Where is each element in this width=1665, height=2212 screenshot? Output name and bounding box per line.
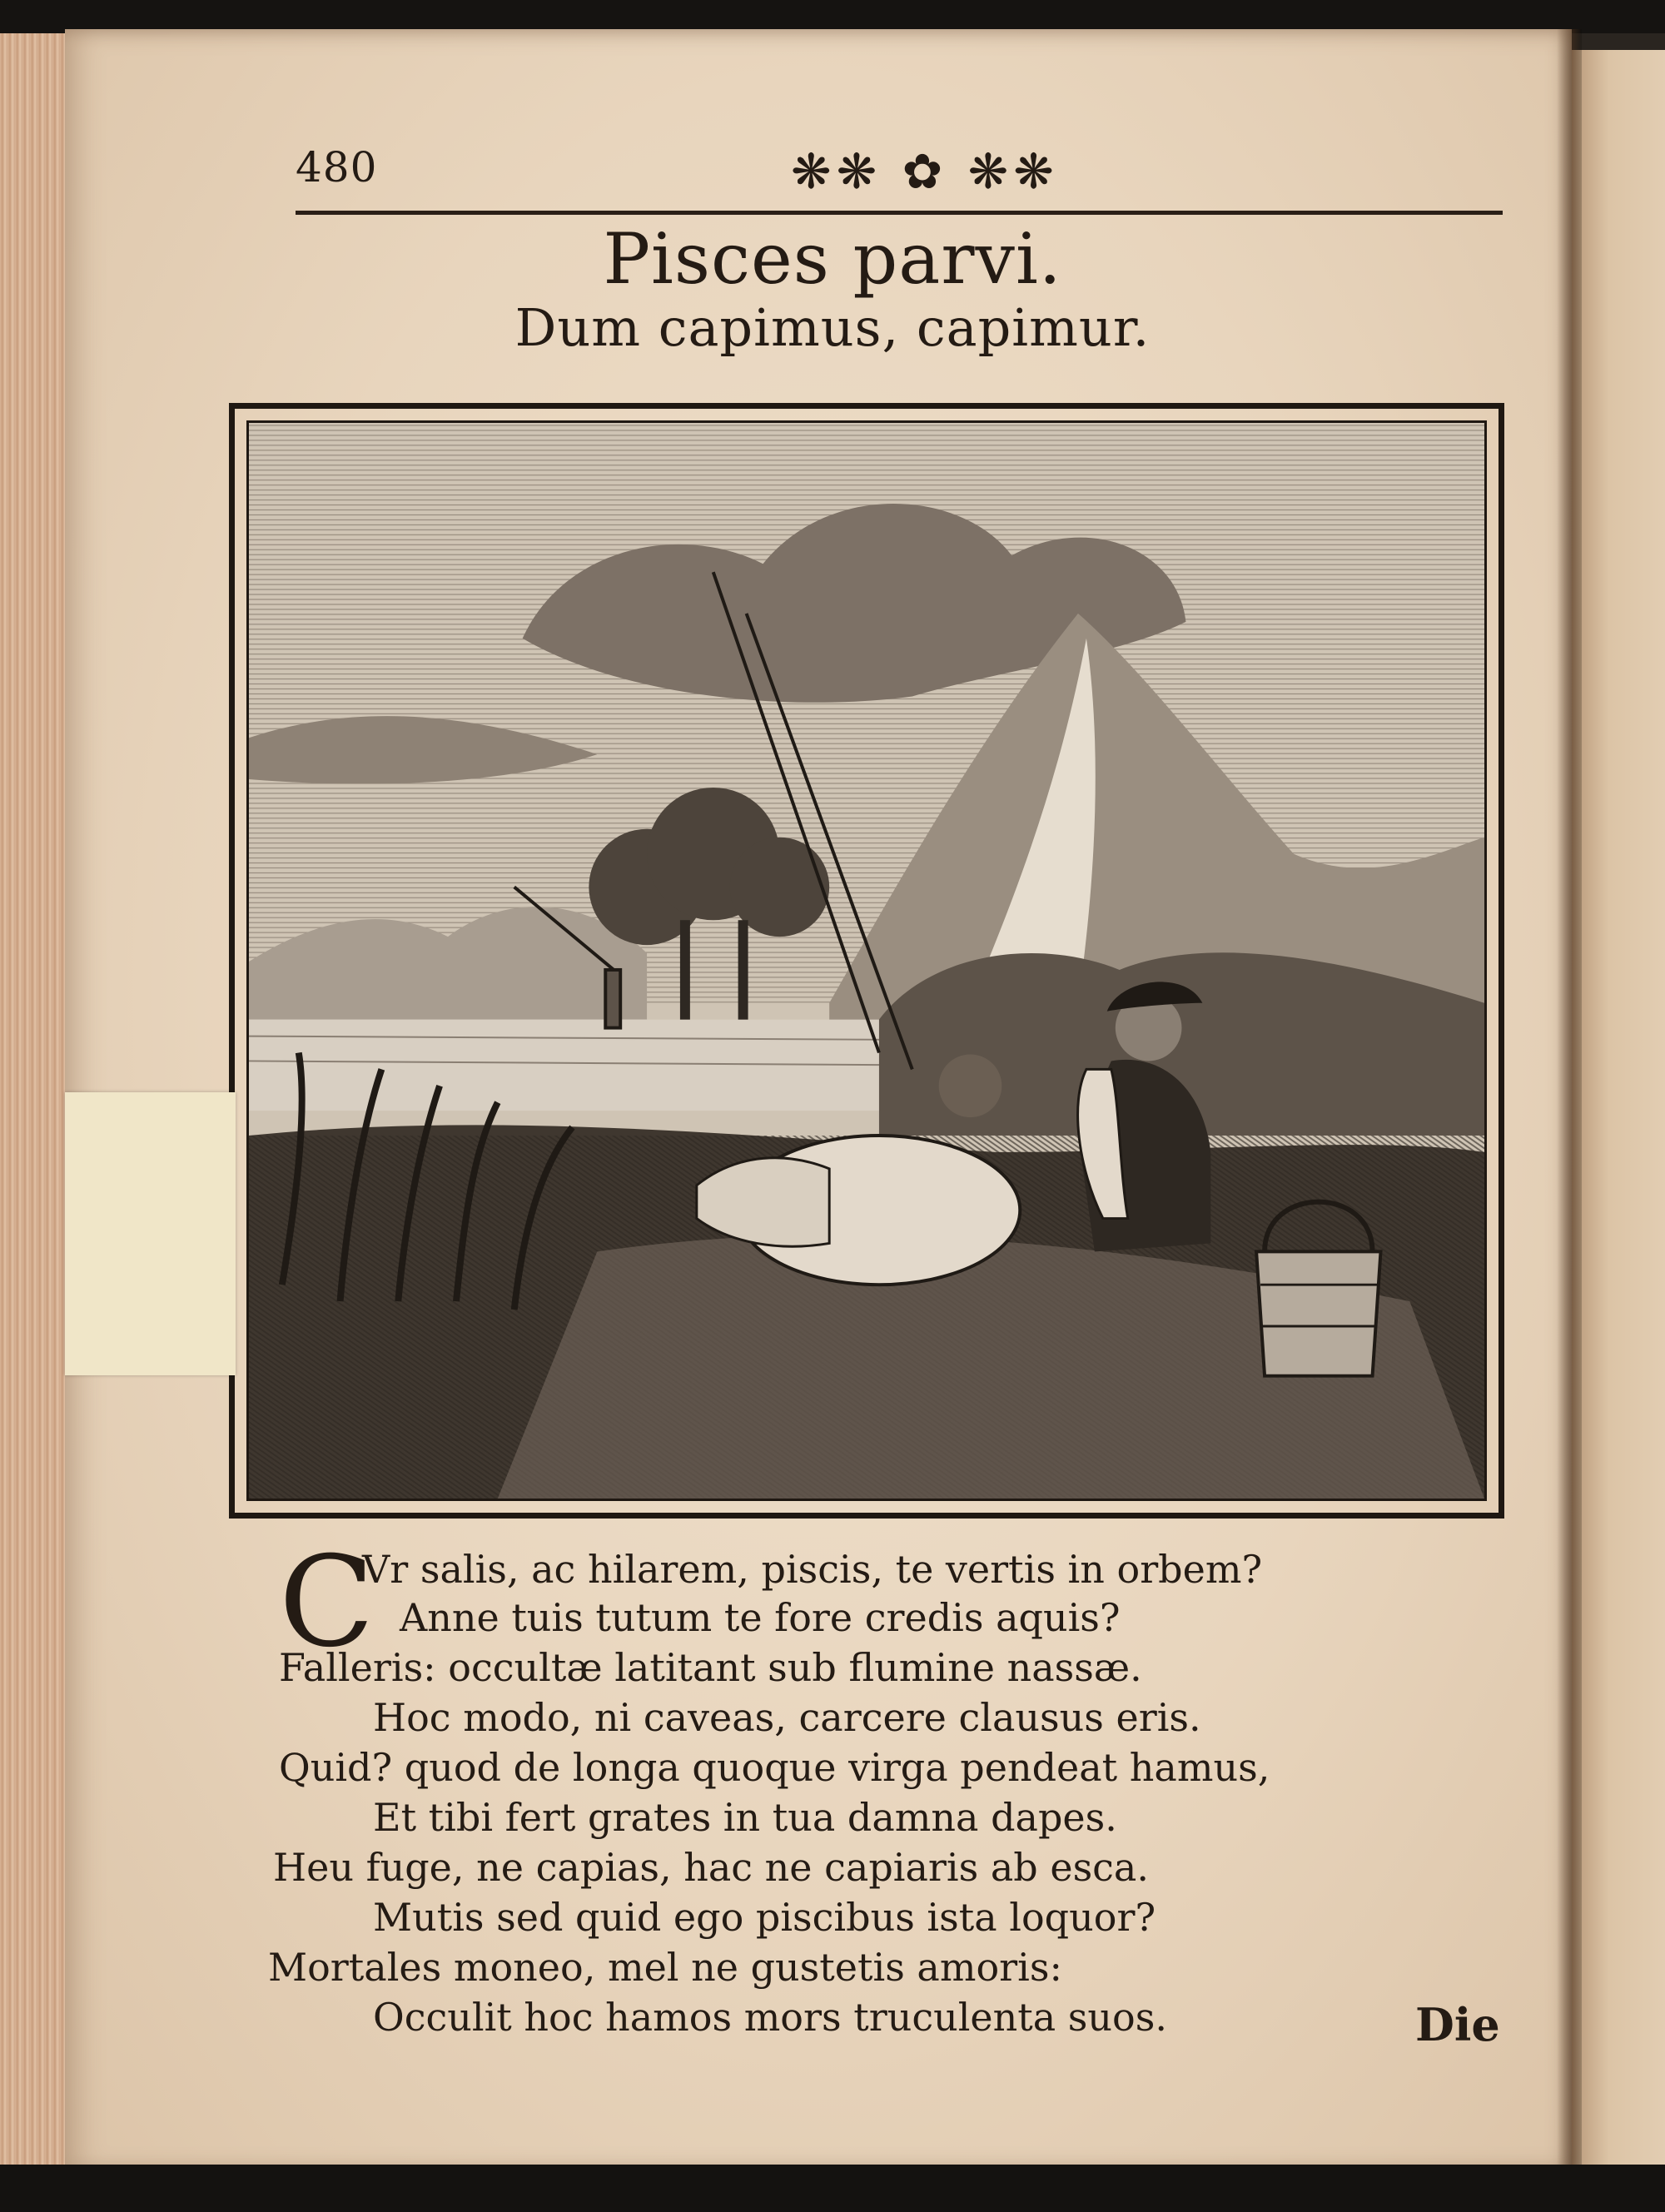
drop-cap: C: [279, 1530, 375, 1675]
verse-line: Heu fuge, ne capias, hac ne capiaris ab esca.: [273, 1845, 1149, 1890]
catchword: Die: [1415, 1998, 1500, 2051]
page-number: 480: [296, 143, 378, 191]
verse-line: Et tibi fert grates in tua damna dapes.: [373, 1795, 1117, 1840]
library-label: [65, 1092, 236, 1375]
verse-line: Mutis sed quid ego piscibus ista loquor?: [373, 1895, 1156, 1940]
facing-page-edge: [1572, 50, 1665, 2165]
emblem-title: Pisces parvi.: [603, 218, 1062, 300]
engraving-frame: [229, 403, 1504, 1519]
verse-line: Quid? quod de longa quoque virga pendeat hamus,: [279, 1745, 1270, 1790]
verse-line: Mortales moneo, mel ne gustetis amoris:: [268, 1945, 1062, 1990]
scan-background-bottom: [0, 2165, 1665, 2212]
header-ornament: ❋❋ ✿ ❋❋: [791, 143, 1059, 200]
verse-line: Falleris: occultæ latitant sub flumine nassæ.: [279, 1645, 1142, 1690]
scan-background-top: [0, 0, 1665, 33]
verse-line: Occulit hoc hamos mors truculenta suos.: [373, 1995, 1167, 2040]
header-rule: [296, 211, 1503, 215]
emblem-motto: Dum capimus, capimur.: [514, 297, 1151, 358]
verse-line: Hoc modo, ni caveas, carcere clausus eris.: [373, 1695, 1201, 1740]
fishing-scene-engraving: [246, 420, 1487, 1501]
verse-line: Vr salis, ac hilarem, piscis, te vertis in orbem?: [362, 1547, 1263, 1592]
verse-line: Anne tuis tutum te fore credis aquis?: [400, 1595, 1121, 1640]
